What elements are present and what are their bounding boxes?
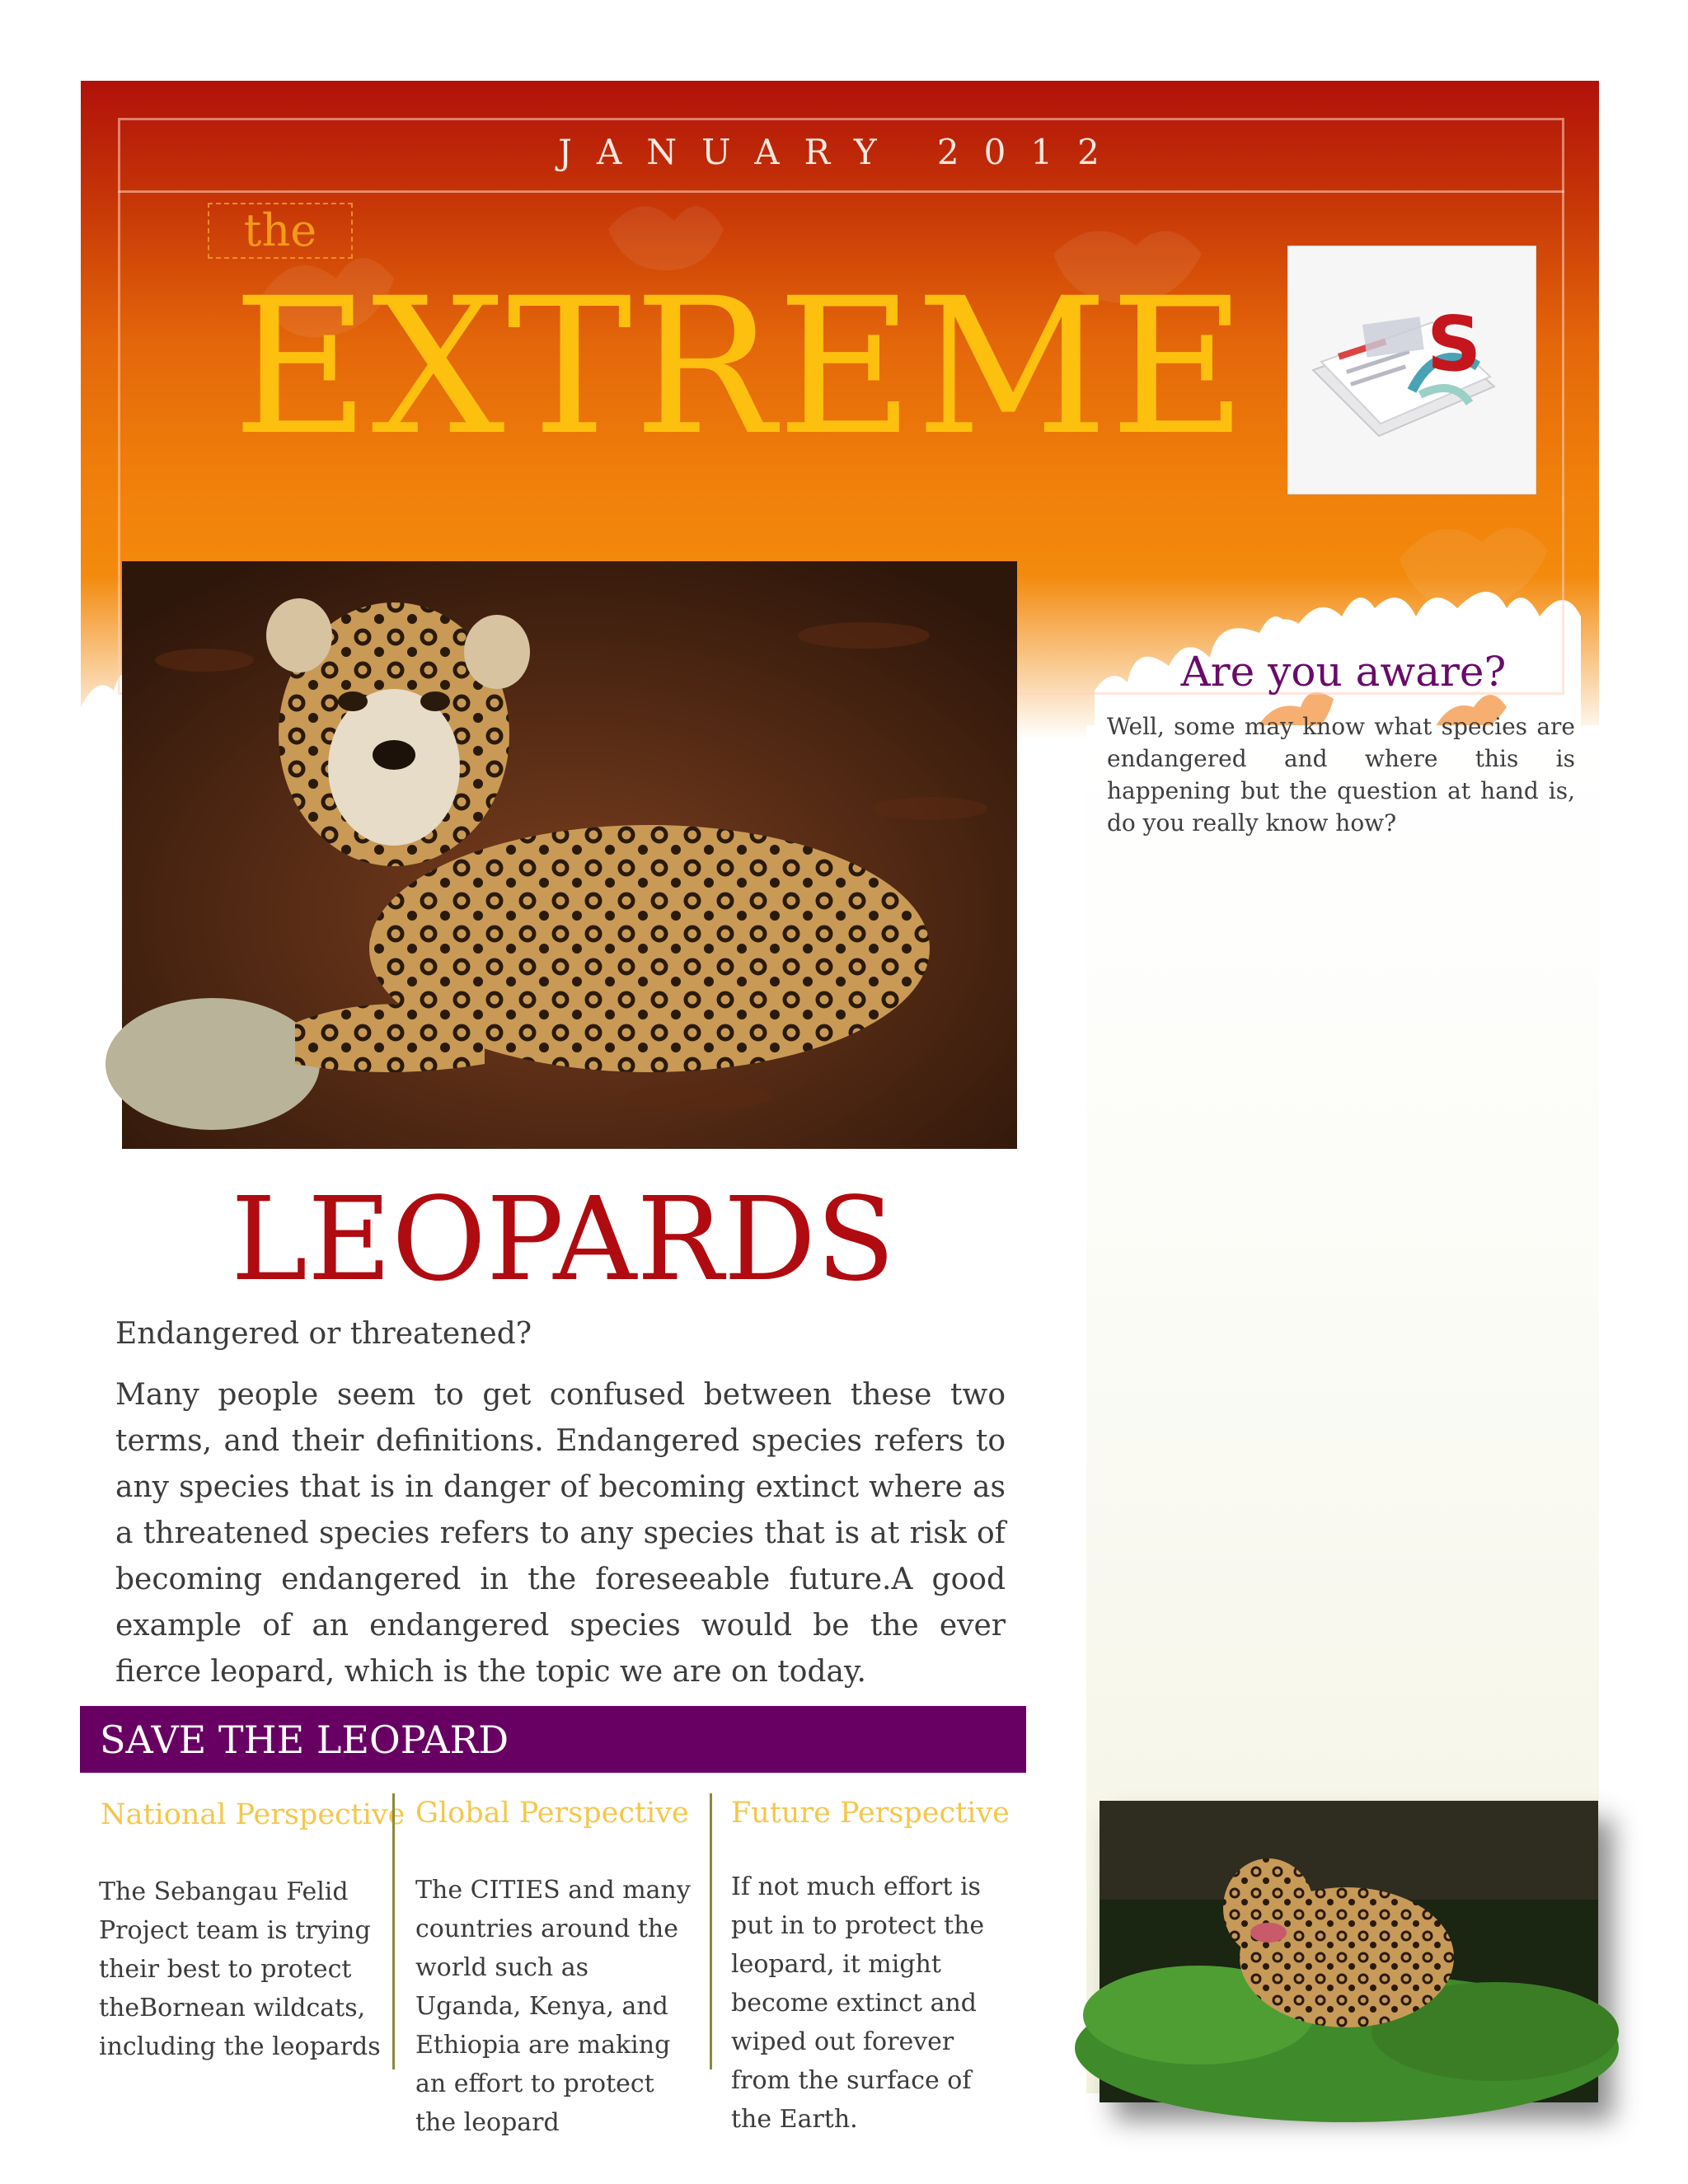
leopard-grass-image xyxy=(1100,1801,1598,2102)
article-title: LEOPARDS xyxy=(231,1173,895,1307)
article-subtitle: Endangered or threatened? xyxy=(115,1317,532,1351)
sidebar-body: Well, some may know what species are endangered and where this is happening but the question at hand is, do you really know how? xyxy=(1107,713,1575,837)
section-bar-label: SAVE THE LEOPARD xyxy=(100,1718,509,1762)
newspaper-stack-icon xyxy=(1288,246,1536,494)
column-divider xyxy=(392,1793,395,2069)
thumbnail-letter: S xyxy=(1427,300,1482,388)
global-perspective-body: The CITIES and many countries around the world such as Uganda, Kenya, and Ethiopia are making an effort to protect the leopard xyxy=(415,1876,691,2137)
sidebar-heading: Are you aware? xyxy=(1180,648,1507,696)
national-perspective-body: The Sebangau Felid Project team is trying their best to protect theBornean wildcats, including the leopards xyxy=(99,1877,381,2061)
article-body: Many people seem to get confused between these two terms, and their definitions. Endangered species refers to any species that is in danger of becoming extinct where as a threatened species refers to any species that is at risk of becoming endangered in the foreseeable future.A good example of an endangered species would be the ever fierce leopard, which is the topic we are on today. xyxy=(115,1378,1006,1689)
leopard-image xyxy=(122,561,1017,1149)
masthead-title: EXTREME xyxy=(232,257,1249,476)
global-perspective-heading: Global Perspective xyxy=(415,1797,689,1830)
leopard-photo-small xyxy=(1100,1801,1598,2102)
future-perspective-heading: Future Perspective xyxy=(731,1797,1010,1830)
leopard-photo xyxy=(122,561,1017,1149)
future-perspective-body: If not much effort is put in to protect the leopard, it might become extinct and wiped out forever from the surface of the Earth. xyxy=(731,1872,985,2134)
column-divider xyxy=(710,1793,712,2069)
national-perspective-heading: National Perspective xyxy=(101,1798,406,1831)
masthead-the: the xyxy=(208,203,353,259)
newspaper-thumbnail xyxy=(1287,246,1536,494)
issue-date: JANUARY 2012 xyxy=(558,132,1124,172)
banner-divider xyxy=(118,190,1564,193)
